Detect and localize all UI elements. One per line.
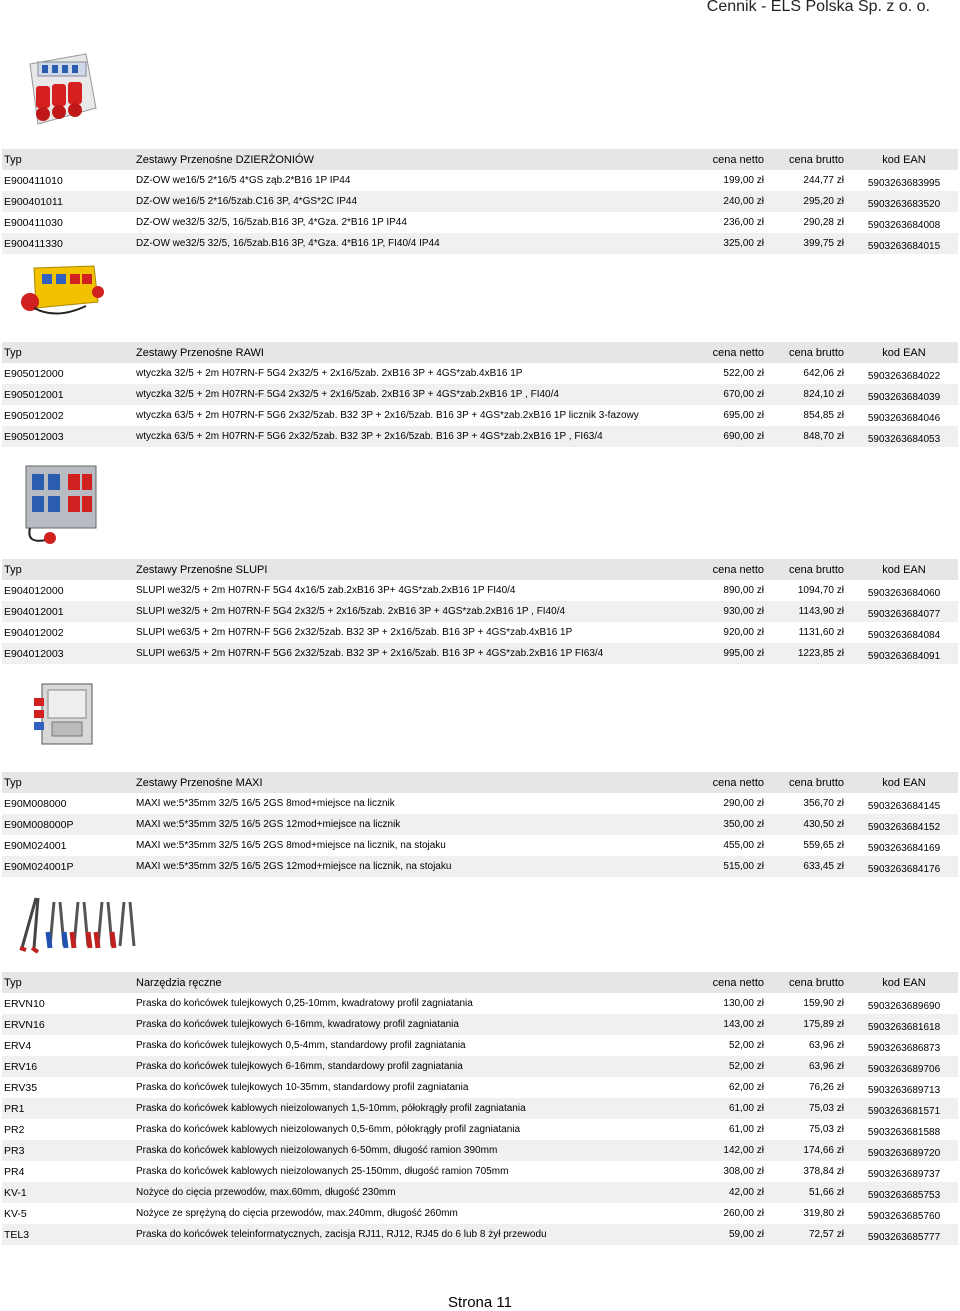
- column-netto: cena netto: [712, 776, 764, 789]
- ean-code: 5903263684039: [867, 391, 941, 403]
- price-brutto: 1223,85 zł: [797, 648, 844, 659]
- product-description: Praska do końcówek kablowych nieizolowanych 25-150mm, długość ramion 705mm: [136, 1166, 509, 1177]
- column-netto: cena netto: [712, 563, 764, 576]
- price-netto: 61,00 zł: [728, 1103, 764, 1114]
- column-typ: Typ: [4, 563, 22, 576]
- product-code: ERV4: [4, 1039, 32, 1052]
- product-code: E904012002: [4, 626, 64, 639]
- ean-code: 5903263685777: [867, 1231, 941, 1243]
- product-description: DZ-OW we32/5 32/5, 16/5zab.B16 3P, 4*Gza. 4*B16 1P, FI40/4 IP44: [136, 238, 440, 249]
- table-row: [2, 212, 958, 233]
- section-title: Zestawy Przenośne SLUPI: [136, 563, 268, 576]
- product-code: E904012000: [4, 584, 64, 597]
- column-typ: Typ: [4, 976, 22, 989]
- product-description: Praska do końcówek tulejkowych 6-16mm, kwadratowy profil zagniatania: [136, 1019, 459, 1030]
- product-code: ERV16: [4, 1060, 38, 1073]
- price-table-rawi: [2, 342, 958, 447]
- ean-code: 5903263684152: [867, 821, 941, 833]
- price-netto: 930,00 zł: [723, 606, 764, 617]
- price-table-dzierzoniow: [2, 149, 958, 254]
- product-code: E900411030: [4, 216, 63, 229]
- price-brutto: 378,84 zł: [803, 1166, 844, 1177]
- price-netto: 350,00 zł: [723, 819, 764, 830]
- ean-code: 5903263684145: [867, 800, 941, 812]
- ean-code: 5903263689690: [867, 1000, 941, 1012]
- table-row: [2, 1056, 958, 1077]
- product-image-slupi: [16, 460, 106, 546]
- product-image-hand-tools: [16, 888, 136, 958]
- price-netto: 522,00 zł: [723, 368, 764, 379]
- table-row: [2, 601, 958, 622]
- ean-code: 5903263684077: [867, 608, 941, 620]
- ean-code: 5903263689706: [867, 1063, 941, 1075]
- price-brutto: 356,70 zł: [803, 798, 844, 809]
- price-netto: 62,00 zł: [728, 1082, 764, 1093]
- price-brutto: 76,26 zł: [808, 1082, 844, 1093]
- column-brutto: cena brutto: [788, 776, 844, 789]
- table-row: [2, 1014, 958, 1035]
- section-title: Zestawy Przenośne DZIERŻONIÓW: [136, 153, 314, 166]
- product-code: KV-1: [4, 1186, 27, 1199]
- product-description: DZ-OW we32/5 32/5, 16/5zab.B16 3P, 4*Gza. 2*B16 1P IP44: [136, 217, 407, 228]
- product-description: wtyczka 32/5 + 2m H07RN-F 5G4 2x32/5 + 2x16/5zab. 2xB16 3P + 4GS*zab.2xB16 1P , FI40/4: [136, 389, 559, 400]
- product-code: E905012000: [4, 367, 64, 380]
- section-title: Zestawy Przenośne RAWI: [136, 346, 264, 359]
- page-number: Strona 11: [448, 1294, 512, 1311]
- section-title: Narzędzia ręczne: [136, 976, 222, 989]
- ean-code: 5903263689720: [867, 1147, 941, 1159]
- column-brutto: cena brutto: [788, 346, 844, 359]
- ean-code: 5903263684091: [867, 650, 941, 662]
- product-code: ERVN10: [4, 997, 45, 1010]
- product-description: SLUPI we32/5 + 2m H07RN-F 5G4 2x32/5 + 2x16/5zab. 2xB16 3P + 4GS*zab.2xB16 1P , FI40/4: [136, 606, 566, 617]
- price-netto: 199,00 zł: [723, 175, 764, 186]
- price-netto: 690,00 zł: [723, 431, 764, 442]
- ean-code: 5903263684008: [867, 219, 941, 231]
- product-code: PR4: [4, 1165, 25, 1178]
- product-code: E90M008000: [4, 797, 67, 810]
- table-row: [2, 363, 958, 384]
- table-row: [2, 1098, 958, 1119]
- price-netto: 142,00 zł: [723, 1145, 764, 1156]
- product-code: E900401011: [4, 195, 63, 208]
- product-code: E90M008000P: [4, 818, 74, 831]
- product-code: TEL3: [4, 1228, 30, 1241]
- table-row: [2, 405, 958, 426]
- product-description: SLUPI we63/5 + 2m H07RN-F 5G6 2x32/5zab. B32 3P + 2x16/5zab. B16 3P + 4GS*zab.4xB16 1P: [136, 627, 573, 638]
- price-brutto: 1131,60 zł: [798, 627, 844, 638]
- price-netto: 890,00 zł: [723, 585, 764, 596]
- ean-code: 5903263684176: [867, 863, 941, 875]
- table-row: [2, 835, 958, 856]
- ean-code: 5903263683995: [867, 177, 941, 189]
- price-netto: 670,00 zł: [723, 389, 764, 400]
- price-netto: 236,00 zł: [723, 217, 764, 228]
- table-row: [2, 233, 958, 254]
- table-row: [2, 1077, 958, 1098]
- product-description: Praska do końcówek kablowych nieizolowanych 1,5-10mm, półokrągły profil zagniatania: [136, 1103, 526, 1114]
- ean-code: 5903263689737: [867, 1168, 941, 1180]
- price-netto: 308,00 zł: [723, 1166, 764, 1177]
- ean-code: 5903263685753: [867, 1189, 941, 1201]
- table-row: [2, 170, 958, 191]
- price-netto: 52,00 zł: [728, 1061, 764, 1072]
- product-code: E904012003: [4, 647, 64, 660]
- ean-code: 5903263684015: [867, 240, 941, 252]
- column-typ: Typ: [4, 346, 22, 359]
- product-description: Praska do końcówek tulejkowych 0,25-10mm, kwadratowy profil zagniatania: [136, 998, 473, 1009]
- product-description: Nożyce ze sprężyną do cięcia przewodów, max.240mm, długość 260mm: [136, 1208, 458, 1219]
- ean-code: 5903263685760: [867, 1210, 941, 1222]
- product-code: E905012001: [4, 388, 64, 401]
- product-code: PR2: [4, 1123, 25, 1136]
- price-brutto: 642,06 zł: [803, 368, 844, 379]
- product-code: ERVN16: [4, 1018, 45, 1031]
- product-description: Praska do końcówek tulejkowych 10-35mm, standardowy profil zagniatania: [136, 1082, 469, 1093]
- table-row: [2, 814, 958, 835]
- price-brutto: 63,96 zł: [808, 1061, 844, 1072]
- price-brutto: 290,28 zł: [803, 217, 844, 228]
- price-brutto: 559,65 zł: [803, 840, 844, 851]
- price-brutto: 430,50 zł: [803, 819, 844, 830]
- table-row: [2, 993, 958, 1014]
- price-brutto: 51,66 zł: [808, 1187, 844, 1198]
- product-description: MAXI we:5*35mm 32/5 16/5 2GS 8mod+miejsce na licznik: [136, 798, 395, 809]
- product-description: MAXI we:5*35mm 32/5 16/5 2GS 12mod+miejsce na licznik: [136, 819, 401, 830]
- price-table-slupi: [2, 559, 958, 664]
- product-description: DZ-OW we16/5 2*16/5 4*GS ząb.2*B16 1P IP44: [136, 175, 351, 186]
- price-netto: 695,00 zł: [723, 410, 764, 421]
- table-row: [2, 426, 958, 447]
- product-code: PR1: [4, 1102, 25, 1115]
- product-description: DZ-OW we16/5 2*16/5zab.C16 3P, 4*GS*2C IP44: [136, 196, 358, 207]
- table-row: [2, 1161, 958, 1182]
- price-brutto: 1094,70 zł: [797, 585, 844, 596]
- table-header: [2, 972, 958, 993]
- price-brutto: 295,20 zł: [803, 196, 844, 207]
- column-brutto: cena brutto: [788, 563, 844, 576]
- price-netto: 290,00 zł: [723, 798, 764, 809]
- table-row: [2, 1140, 958, 1161]
- table-row: [2, 1224, 958, 1245]
- column-typ: Typ: [4, 776, 22, 789]
- price-brutto: 848,70 zł: [803, 431, 844, 442]
- product-code: E905012003: [4, 430, 64, 443]
- column-ean: kod EAN: [882, 563, 926, 576]
- document-title: Cennik - ELS Polska Sp. z o. o.: [706, 0, 930, 15]
- product-description: SLUPI we63/5 + 2m H07RN-F 5G6 2x32/5zab. B32 3P + 2x16/5zab. B16 3P + 4GS*zab.2xB16 1P FI63/4: [136, 648, 604, 659]
- price-brutto: 854,85 zł: [803, 410, 844, 421]
- column-typ: Typ: [4, 153, 22, 166]
- column-ean: kod EAN: [882, 153, 926, 166]
- price-brutto: 175,89 zł: [803, 1019, 844, 1030]
- table-row: [2, 1119, 958, 1140]
- table-header: [2, 342, 958, 363]
- price-netto: 240,00 zł: [723, 196, 764, 207]
- ean-code: 5903263684169: [867, 842, 941, 854]
- product-code: E900411330: [4, 237, 63, 250]
- table-row: [2, 580, 958, 601]
- product-description: MAXI we:5*35mm 32/5 16/5 2GS 12mod+miejsce na licznik, na stojaku: [136, 861, 452, 872]
- product-description: Nożyce do cięcia przewodów, max.60mm, długość 230mm: [136, 1187, 396, 1198]
- product-code: E905012002: [4, 409, 64, 422]
- column-brutto: cena brutto: [788, 153, 844, 166]
- price-table-maxi: [2, 772, 958, 877]
- price-netto: 260,00 zł: [723, 1208, 764, 1219]
- ean-code: 5903263686873: [867, 1042, 941, 1054]
- price-brutto: 75,03 zł: [808, 1103, 844, 1114]
- product-image-maxi: [16, 680, 106, 748]
- ean-code: 5903263684046: [867, 412, 941, 424]
- ean-code: 5903263683520: [867, 198, 941, 210]
- table-row: [2, 1182, 958, 1203]
- product-code: PR3: [4, 1144, 25, 1157]
- table-row: [2, 384, 958, 405]
- column-netto: cena netto: [712, 976, 764, 989]
- price-brutto: 72,57 zł: [808, 1229, 844, 1240]
- price-netto: 455,00 zł: [723, 840, 764, 851]
- price-netto: 52,00 zł: [728, 1040, 764, 1051]
- product-description: Praska do końcówek kablowych nieizolowanych 6-50mm, długość ramion 390mm: [136, 1145, 498, 1156]
- price-netto: 920,00 zł: [723, 627, 764, 638]
- price-brutto: 75,03 zł: [808, 1124, 844, 1135]
- price-netto: 59,00 zł: [728, 1229, 764, 1240]
- product-image-rawi: [16, 262, 106, 322]
- price-netto: 995,00 zł: [723, 648, 764, 659]
- price-netto: 61,00 zł: [728, 1124, 764, 1135]
- price-brutto: 159,90 zł: [803, 998, 844, 1009]
- ean-code: 5903263684084: [867, 629, 941, 641]
- ean-code: 5903263684022: [867, 370, 941, 382]
- column-brutto: cena brutto: [788, 976, 844, 989]
- product-code: E90M024001: [4, 839, 67, 852]
- price-brutto: 174,66 zł: [803, 1145, 844, 1156]
- product-description: Praska do końcówek tulejkowych 6-16mm, standardowy profil zagniatania: [136, 1061, 463, 1072]
- product-code: E900411010: [4, 174, 63, 187]
- price-netto: 143,00 zł: [723, 1019, 764, 1030]
- product-description: Praska do końcówek teleinformatycznych, zacisja RJ11, RJ12, RJ45 do 6 lub 8 żył przewodu: [136, 1229, 547, 1240]
- product-description: Praska do końcówek tulejkowych 0,5-4mm, standardowy profil zagniatania: [136, 1040, 466, 1051]
- table-row: [2, 1203, 958, 1224]
- section-title: Zestawy Przenośne MAXI: [136, 776, 263, 789]
- product-description: wtyczka 32/5 + 2m H07RN-F 5G4 2x32/5 + 2x16/5zab. 2xB16 3P + 4GS*zab.4xB16 1P: [136, 368, 523, 379]
- product-code: E904012001: [4, 605, 64, 618]
- product-code: KV-5: [4, 1207, 27, 1220]
- price-brutto: 319,80 zł: [803, 1208, 844, 1219]
- ean-code: 5903263681571: [867, 1105, 941, 1117]
- price-netto: 42,00 zł: [728, 1187, 764, 1198]
- table-row: [2, 1035, 958, 1056]
- price-netto: 515,00 zł: [723, 861, 764, 872]
- column-ean: kod EAN: [882, 776, 926, 789]
- column-netto: cena netto: [712, 346, 764, 359]
- table-row: [2, 856, 958, 877]
- product-description: wtyczka 63/5 + 2m H07RN-F 5G6 2x32/5zab. B32 3P + 2x16/5zab. B16 3P + 4GS*zab.2xB16 1P , FI63/4: [136, 431, 603, 442]
- product-image-dzierzoniow: [16, 48, 106, 132]
- price-netto: 130,00 zł: [723, 998, 764, 1009]
- table-header: [2, 559, 958, 580]
- column-ean: kod EAN: [882, 976, 926, 989]
- table-row: [2, 191, 958, 212]
- column-ean: kod EAN: [882, 346, 926, 359]
- ean-code: 5903263681618: [867, 1021, 941, 1033]
- product-code: ERV35: [4, 1081, 38, 1094]
- table-row: [2, 643, 958, 664]
- table-header: [2, 149, 958, 170]
- price-brutto: 633,45 zł: [803, 861, 844, 872]
- column-netto: cena netto: [712, 153, 764, 166]
- product-description: Praska do końcówek kablowych nieizolowanych 0,5-6mm, półokrągły profil zagniatania: [136, 1124, 521, 1135]
- ean-code: 5903263684060: [867, 587, 941, 599]
- table-row: [2, 622, 958, 643]
- product-description: SLUPI we32/5 + 2m H07RN-F 5G4 4x16/5 zab.2xB16 3P+ 4GS*zab.2xB16 1P FI40/4: [136, 585, 516, 596]
- price-brutto: 1143,90 zł: [798, 606, 844, 617]
- price-brutto: 244,77 zł: [803, 175, 844, 186]
- product-code: E90M024001P: [4, 860, 74, 873]
- table-header: [2, 772, 958, 793]
- table-row: [2, 793, 958, 814]
- ean-code: 5903263689713: [867, 1084, 941, 1096]
- product-description: MAXI we:5*35mm 32/5 16/5 2GS 8mod+miejsce na licznik, na stojaku: [136, 840, 446, 851]
- price-brutto: 824,10 zł: [803, 389, 844, 400]
- product-description: wtyczka 63/5 + 2m H07RN-F 5G6 2x32/5zab. B32 3P + 2x16/5zab. B16 3P + 4GS*zab.2xB16 1P licznik 3-fazowy: [136, 410, 639, 421]
- price-table-hand-tools: [2, 972, 958, 1245]
- price-netto: 325,00 zł: [723, 238, 764, 249]
- ean-code: 5903263681588: [867, 1126, 941, 1138]
- price-brutto: 399,75 zł: [803, 238, 844, 249]
- ean-code: 5903263684053: [867, 433, 941, 445]
- price-brutto: 63,96 zł: [808, 1040, 844, 1051]
